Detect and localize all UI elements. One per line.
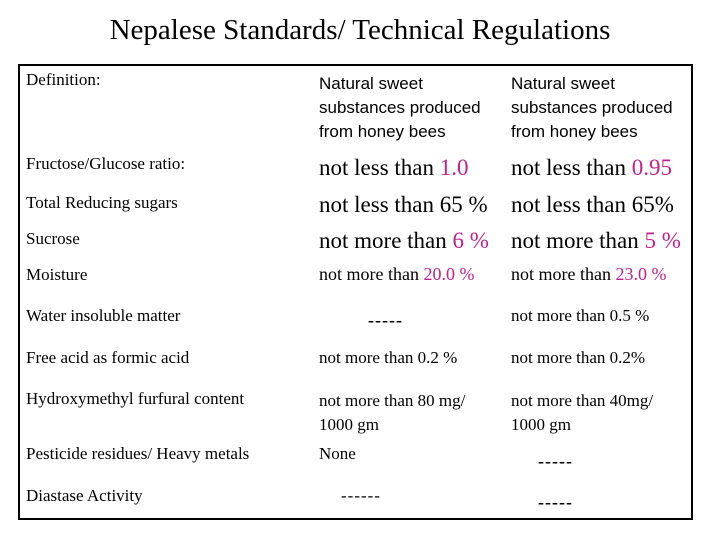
page-title: Nepalese Standards/ Technical Regulations bbox=[109, 14, 611, 46]
sucrose-col2 bbox=[511, 228, 681, 254]
row-label-sucrose: Sucrose bbox=[26, 229, 80, 248]
moisture-col1-value: 20.0 % bbox=[423, 264, 475, 284]
definition-col1-line3: from honey bees bbox=[319, 122, 446, 141]
hmf-col2 bbox=[511, 389, 653, 437]
hmf-col1 bbox=[319, 389, 465, 437]
hmf-col1-line1: not more than 80 mg/ bbox=[319, 391, 466, 410]
fructose-col2 bbox=[511, 155, 672, 181]
water-insoluble-col1: ----- bbox=[368, 310, 403, 330]
row-label-free-acid: Free acid as formic acid bbox=[26, 348, 190, 367]
fructose-col1-text: not less than bbox=[319, 155, 440, 180]
free-acid-col2: not more than 0.2% bbox=[511, 348, 646, 367]
sucrose-col1-text: not more than bbox=[319, 228, 453, 253]
pesticide-col1: None bbox=[319, 444, 356, 463]
hmf-col1-line2: 1000 gm bbox=[319, 415, 379, 434]
row-label-total-reducing-sugars: Total Reducing sugars bbox=[26, 193, 178, 212]
fructose-col2-value: 0.95 bbox=[631, 155, 672, 180]
fructose-col2-text: not less than bbox=[511, 155, 632, 180]
moisture-col1-text: not more than bbox=[319, 264, 424, 284]
moisture-col1 bbox=[319, 264, 474, 285]
row-label-diastase: Diastase Activity bbox=[26, 486, 143, 505]
free-acid-col1: not more than 0.2 % bbox=[319, 348, 458, 367]
reducing-sugars-col1: not less than 65 % bbox=[319, 192, 488, 217]
hmf-col2-line2: 1000 gm bbox=[511, 415, 571, 434]
sucrose-col2-value: 5 % bbox=[644, 228, 681, 253]
row-label-hmf: Hydroxymethyl furfural content bbox=[26, 389, 245, 408]
hmf-col2-line1: not more than 40mg/ bbox=[511, 391, 654, 410]
definition-col2-line1: Natural sweet bbox=[511, 74, 615, 93]
definition-col1-line1: Natural sweet bbox=[319, 74, 423, 93]
definition-col2-line2: substances produced bbox=[511, 98, 673, 117]
sucrose-col2-text: not more than bbox=[511, 228, 645, 253]
fructose-col1 bbox=[319, 155, 469, 181]
row-label-definition: Definition: bbox=[26, 70, 101, 89]
row-label-water-insoluble: Water insoluble matter bbox=[26, 306, 181, 325]
moisture-col2 bbox=[511, 264, 666, 285]
water-insoluble-col2: not more than 0.5 % bbox=[511, 306, 650, 325]
moisture-col2-value: 23.0 % bbox=[615, 264, 667, 284]
definition-col2-line3: from honey bees bbox=[511, 122, 638, 141]
definition-col1-line2: substances produced bbox=[319, 98, 481, 117]
sucrose-col1-value: 6 % bbox=[452, 228, 489, 253]
diastase-col1: ------ bbox=[341, 486, 381, 505]
pesticide-col2: ----- bbox=[538, 451, 573, 471]
row-label-fructose-glucose: Fructose/Glucose ratio: bbox=[26, 154, 186, 173]
reducing-sugars-col2: not less than 65% bbox=[511, 192, 674, 217]
row-label-pesticide: Pesticide residues/ Heavy metals bbox=[26, 444, 250, 463]
row-label-moisture: Moisture bbox=[26, 265, 88, 284]
fructose-col1-value: 1.0 bbox=[439, 155, 469, 180]
moisture-col2-text: not more than bbox=[511, 264, 616, 284]
definition-col2 bbox=[511, 72, 673, 144]
definition-col1 bbox=[319, 72, 481, 144]
diastase-col2: ----- bbox=[538, 492, 573, 512]
sucrose-col1 bbox=[319, 228, 489, 254]
